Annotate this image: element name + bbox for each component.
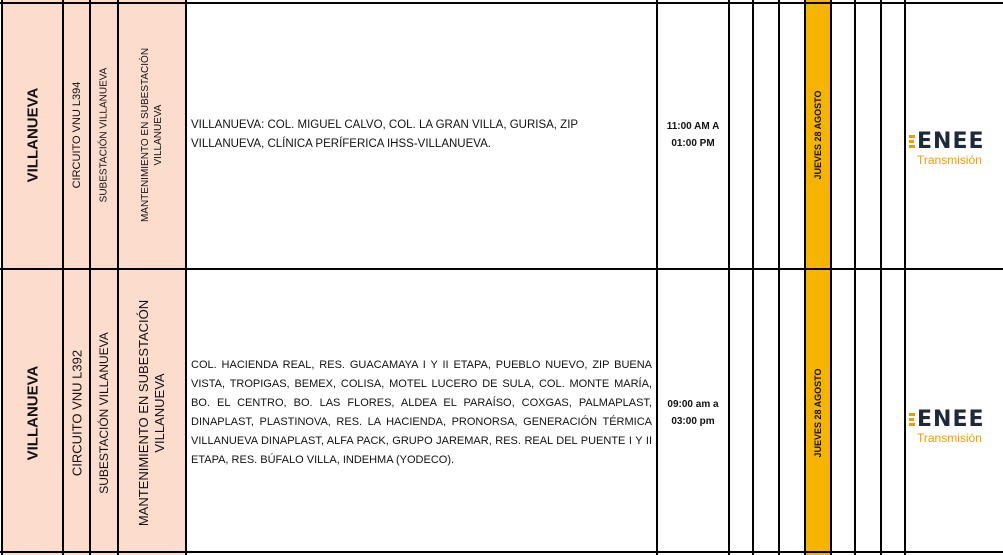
- logo-subtitle: Transmisión: [917, 430, 982, 445]
- time-label: 11:00 AM A 01:00 PM: [666, 121, 720, 149]
- affected-areas-cell: [187, 0, 656, 270]
- affected-areas-text: COL. HACIENDA REAL, RES. GUACAMAYA I Y II ETAPA, PUEBLO NUEVO, ZIP BUENA VISTA, TROPIGAS, BEMEX, COLISA, MOTEL LUCERO DE SULA, COL. MONTE MARÍA, BO. EL CENTRO, BO. LAS FLORES, ALDEA EL PARAÍSO, COXGAS, PALMAPLAST, DINAPLAST, PLASTINOVA, RES. LA HACIENDA, PRONORSA, GENERACIÓN TÉRMICA VILLANUEVA DINAPLAST, ALFA PACK, GRUPO JAREMAR, RES. REAL DEL PUENTE I Y II ETAPA, RES. BÚFALO VILLA, INDEHMA (YODECO).: [191, 358, 652, 466]
- outage-row-1: [0, 0, 1003, 270]
- grid-line: [89, 0, 91, 555]
- logo-cell: [906, 270, 1003, 555]
- circuit-label: CIRCUITO VNU L392: [69, 349, 84, 476]
- substation-label: SUBESTACIÓN VILLANUEVA: [98, 67, 110, 203]
- grid-line: [904, 0, 906, 555]
- grid-line: [0, 268, 1003, 270]
- logo-cell: [906, 0, 1003, 270]
- grid-line: [62, 0, 64, 555]
- logo-name: ENEE: [917, 129, 985, 154]
- logo-subtitle: Transmisión: [917, 153, 982, 167]
- logo-bars-icon: [909, 413, 915, 428]
- circuit-label: CIRCUITO VNU L394: [70, 81, 83, 189]
- grid-line: [185, 0, 187, 555]
- logo-bars-icon: [909, 135, 915, 150]
- date-cell: [806, 270, 830, 555]
- description-cell: [119, 0, 185, 270]
- circuit-cell: [64, 0, 89, 270]
- circuit-cell: [64, 270, 89, 555]
- description-cell: [119, 270, 185, 555]
- substation-cell: [91, 270, 117, 555]
- time-cell: [658, 270, 728, 555]
- grid-line: [752, 0, 754, 555]
- description-label: MANTENIMIENTO EN SUBESTACIÓN VILLANUEVA: [136, 299, 167, 526]
- date-cell: [806, 0, 830, 270]
- substation-label: SUBESTACIÓN VILLANUEVA: [97, 331, 111, 494]
- grid-line: [778, 0, 780, 555]
- affected-areas-cell: [187, 270, 656, 555]
- grid-line: [0, 551, 1003, 553]
- time-label: 09:00 am a 03:00 pm: [667, 398, 719, 427]
- logo-name: ENEE: [917, 406, 985, 432]
- outage-row-2: [0, 270, 1003, 555]
- region-label: VILLANUEVA: [24, 87, 41, 183]
- grid-line: [117, 0, 119, 555]
- date-label: JUEVES 28 AGOSTO: [813, 90, 823, 180]
- grid-line: [804, 0, 806, 555]
- grid-line: [1, 0, 3, 555]
- date-label: JUEVES 28 AGOSTO: [813, 367, 823, 458]
- region-cell: [3, 270, 62, 555]
- grid-line: [830, 0, 832, 555]
- substation-cell: [91, 0, 117, 270]
- grid-line: [728, 0, 730, 555]
- affected-areas-text: VILLANUEVA: COL. MIGUEL CALVO, COL. LA GRAN VILLA, GURISA, ZIP VILLANUEVA, CLÍNICA PERÍFERICA IHSS-VILLANUEVA.: [191, 119, 578, 150]
- grid-line: [0, 2, 1003, 4]
- description-label: MANTENIMIENTO EN SUBESTACIÓN VILLANUEVA: [140, 47, 164, 223]
- grid-line: [656, 0, 658, 555]
- region-cell: [3, 0, 62, 270]
- grid-line: [880, 0, 882, 555]
- time-cell: [658, 0, 728, 270]
- region-label: VILLANUEVA: [24, 365, 41, 460]
- grid-line: [854, 0, 856, 555]
